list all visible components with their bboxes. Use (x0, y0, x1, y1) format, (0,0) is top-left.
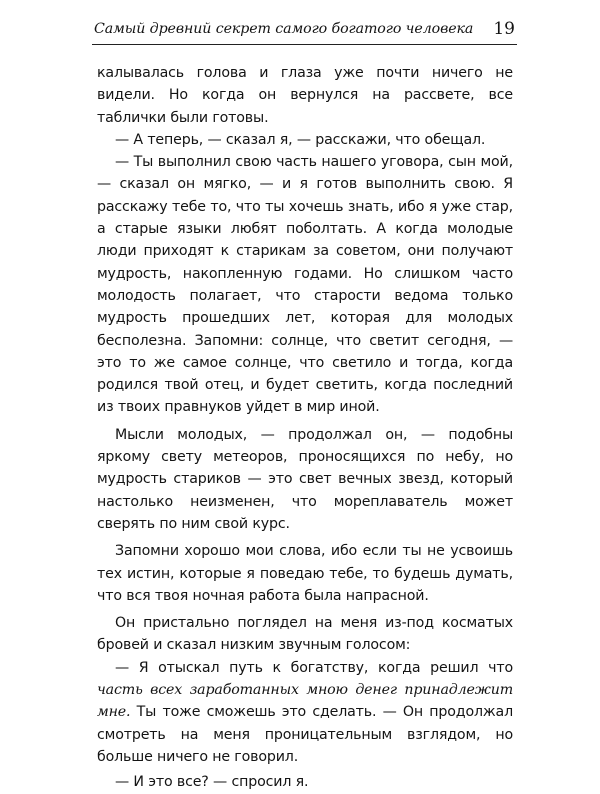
body-text (97, 62, 513, 794)
page-number: 19 (493, 19, 515, 39)
paragraph-1: калывалась голова и глаза уже почти ничего не видели. Но когда он вернулся на рассвете, все таблички были готовы. (97, 65, 513, 126)
paragraph-7-emphasis: часть всех заработанных мною денег принадлежит мне. (97, 682, 513, 721)
chapter-title: Самый древний секрет самого богатого человека (94, 21, 474, 37)
paragraph-5: Запомни хорошо мои слова, ибо если ты не усвоишь тех истин, которые я поведаю тебе, то будешь думать, что вся твоя ночная работа была напрасной. (97, 543, 513, 604)
running-header (92, 18, 517, 45)
paragraph-4: Мысли молодых, — продолжал он, — подобны яркому свету метеоров, проносящихся по небу, но мудрость стариков — это свет вечных звезд, который настолько неизменен, что мореплаватель может сверять по ним свой курс. (97, 426, 513, 532)
paragraph-3: — Ты выполнил свою часть нашего уговора, сын мой, — сказал он мягко, — и я готов выполнить свою. Я расскажу тебе то, что ты хочешь знать, ибо я уже стар, а старые языки любят поболтать. А когда молодые люди приходят к старикам за советом, они получают мудрость, накопленную годами. Но слишком часто молодость полагает, что старости ведома только мудрость прошедших лет, которая для молодых бесполезна. Запомни: солнце, что светит сегодня, — это то же самое солнце, что светило и тогда, когда родился твой отец, и будет светить, когда последний из твоих правнуков уйдет в мир иной. (97, 154, 513, 416)
paragraph-2: — А теперь, — сказал я, — расскажи, что обещал. (115, 131, 486, 148)
paragraph-7-lead: — Я отыскал путь к богатству, когда решил что (115, 659, 513, 676)
paragraph-7 (97, 657, 513, 768)
paragraph-6: Он пристально поглядел на меня из-под косматых бровей и сказал низким звучным голосом: (97, 615, 513, 654)
paragraph-7-tail: Ты тоже сможешь это сделать. — Он продолжал смотреть на меня проницательным взглядом, но больше ничего не говорил. (97, 704, 513, 765)
paragraph-8: — И это все? — спросил я. (115, 774, 309, 791)
